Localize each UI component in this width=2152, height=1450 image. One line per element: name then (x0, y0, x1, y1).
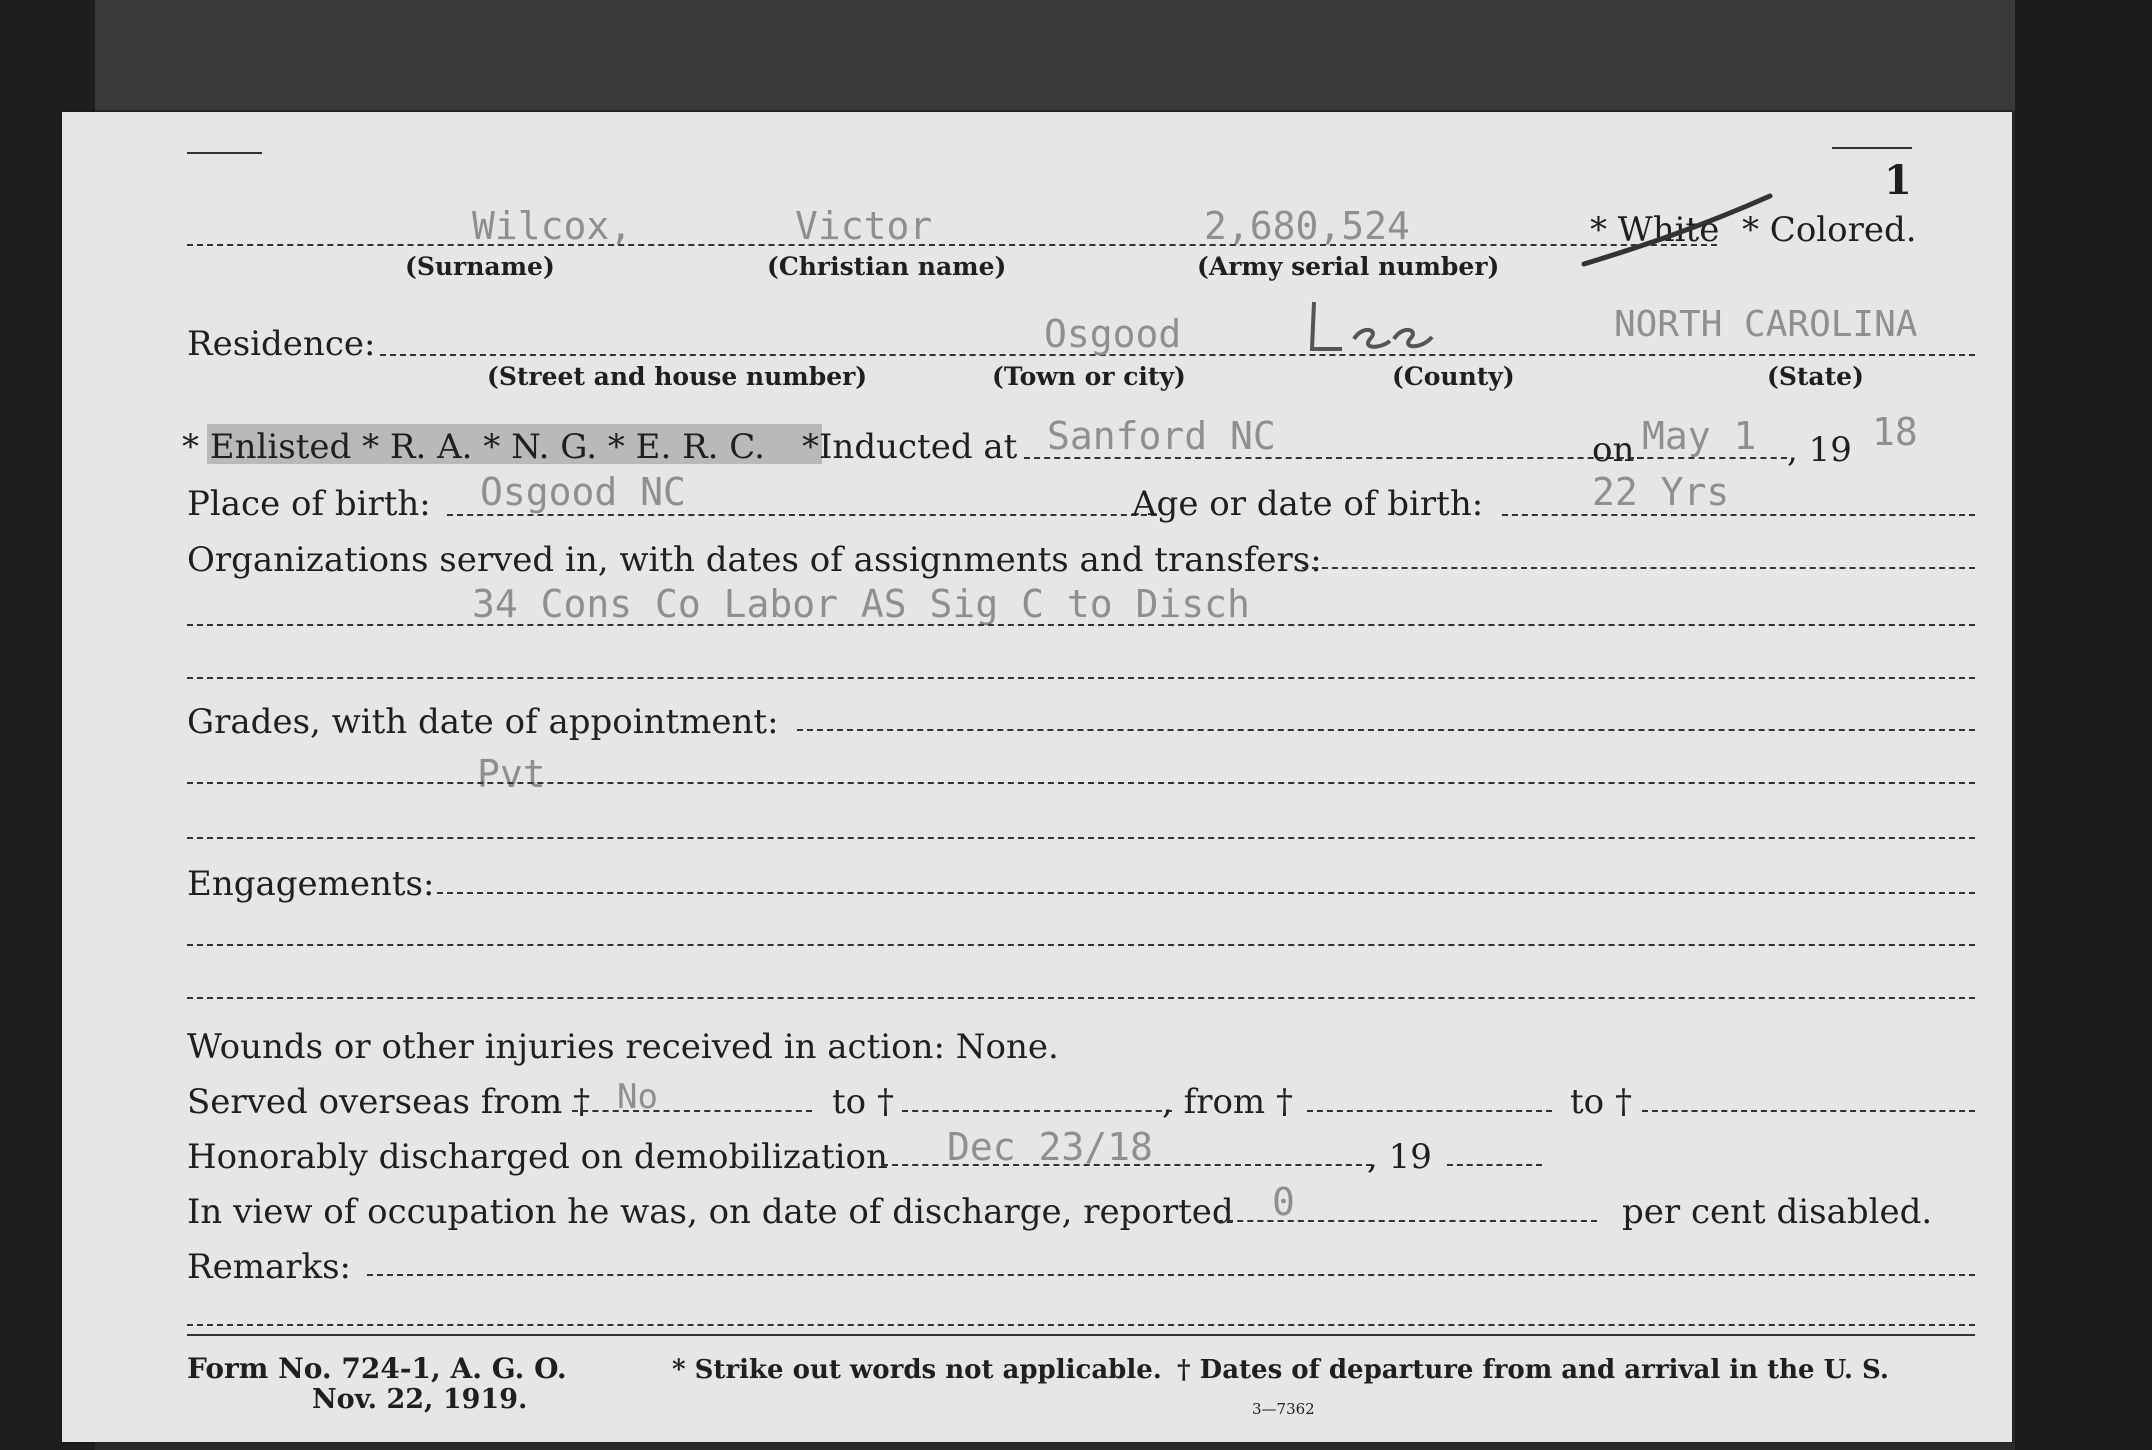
discharge-line (882, 1164, 1372, 1166)
organizations-line-2 (187, 624, 1975, 626)
surname-label: (Surname) (405, 252, 555, 281)
county-label: (County) (1392, 362, 1515, 391)
birth-place-value: Osgood NC (480, 470, 686, 514)
residence-label: Residence: (187, 324, 376, 364)
disability-suffix: per cent disabled. (1622, 1192, 1933, 1232)
age-line (1502, 514, 1975, 516)
grades-label: Grades, with date of appointment: (187, 702, 779, 742)
town-value: Osgood (1044, 312, 1182, 356)
discharge-label: Honorably discharged on demobilization (187, 1137, 888, 1177)
remarks-line-3 (187, 1334, 1975, 1336)
grades-value: Pvt (477, 752, 546, 796)
overseas-line-1 (572, 1110, 812, 1112)
town-label: (Town or city) (992, 362, 1186, 391)
inducted-line (1024, 457, 1644, 459)
inducted-label: *Inducted at (802, 427, 1018, 467)
wounds-label: Wounds or other injuries received in action: None. (187, 1027, 1059, 1067)
on-label: on (1592, 430, 1635, 470)
disability-value: 0 (1272, 1180, 1295, 1224)
remarks-line-1 (367, 1274, 1975, 1276)
background-top (0, 0, 2152, 110)
state-label: (State) (1767, 362, 1864, 391)
race-white: * White (1590, 210, 1720, 250)
overseas-to-2: to † (1570, 1082, 1632, 1122)
remarks-line-2 (187, 1324, 1975, 1326)
induction-date-value: May 1 (1642, 414, 1757, 458)
name-line (187, 244, 1717, 246)
overseas-line-3 (1307, 1110, 1552, 1112)
top-left-rule (187, 152, 262, 154)
organizations-line-1 (1302, 567, 1975, 569)
race-colored: * Colored. (1742, 210, 1917, 250)
engagements-line-1 (437, 892, 1975, 894)
surname-value: Wilcox, (472, 204, 633, 248)
background-right (2015, 0, 2152, 1450)
serial-number-value: 2,680,524 (1204, 204, 1410, 248)
form-number: Form No. 724-1, A. G. O. (187, 1352, 567, 1385)
inducted-place-value: Sanford NC (1047, 414, 1276, 458)
overseas-line-4 (1642, 1110, 1975, 1112)
discharge-year-prefix: , 19 (1367, 1137, 1432, 1177)
organizations-line-3 (187, 677, 1975, 679)
form-date: Nov. 22, 1919. (312, 1384, 528, 1415)
dates-note: † Dates of departure from and arrival in the U. S. (1177, 1355, 1889, 1385)
county-handwritten (1302, 297, 1442, 362)
street-label: (Street and house number) (487, 362, 868, 391)
christian-name-value: Victor (795, 204, 933, 248)
overseas-to-1: to † (832, 1082, 894, 1122)
engagements-line-3 (187, 997, 1975, 999)
race-strikethrough (1580, 192, 1780, 272)
grades-line-1 (797, 729, 1975, 731)
disability-label: In view of occupation he was, on date of discharge, reported (187, 1192, 1234, 1232)
print-code: 3—7362 (1252, 1400, 1315, 1418)
year-prefix: , 19 (1787, 430, 1852, 470)
birth-place-line (447, 514, 1157, 516)
overseas-value: No (617, 1077, 658, 1117)
state-value: NORTH CAROLINA (1614, 304, 1918, 345)
organizations-label: Organizations served in, with dates of assignments and transfers: (187, 540, 1322, 580)
overseas-label: Served overseas from † (187, 1082, 591, 1122)
grades-line-3 (187, 837, 1975, 839)
engagements-label: Engagements: (187, 864, 435, 904)
top-right-rule (1832, 147, 1912, 149)
overseas-line-2 (902, 1110, 1172, 1112)
grades-line-2 (187, 782, 1975, 784)
remarks-label: Remarks: (187, 1247, 351, 1287)
christian-name-label: (Christian name) (767, 252, 1007, 281)
overseas-from: , from † (1162, 1082, 1293, 1122)
discharge-year-line (1447, 1164, 1542, 1166)
strike-note: * Strike out words not applicable. (672, 1355, 1162, 1385)
discharge-value: Dec 23/18 (947, 1125, 1153, 1169)
serial-number-label: (Army serial number) (1197, 252, 1500, 281)
birth-place-label: Place of birth: (187, 484, 431, 524)
engagements-line-2 (187, 944, 1975, 946)
page-number: 1 (1884, 157, 1912, 204)
enlisted-options: * Enlisted * R. A. * N. G. * E. R. C. (182, 427, 765, 467)
organizations-value: 34 Cons Co Labor AS Sig C to Disch (472, 582, 1250, 626)
induction-date-line (1637, 457, 1787, 459)
induction-year-value: 18 (1872, 410, 1918, 454)
disability-line (1217, 1220, 1597, 1222)
age-label: Age or date of birth: (1132, 484, 1484, 524)
service-record-card (62, 112, 2012, 1442)
age-value: 22 Yrs (1592, 470, 1730, 514)
